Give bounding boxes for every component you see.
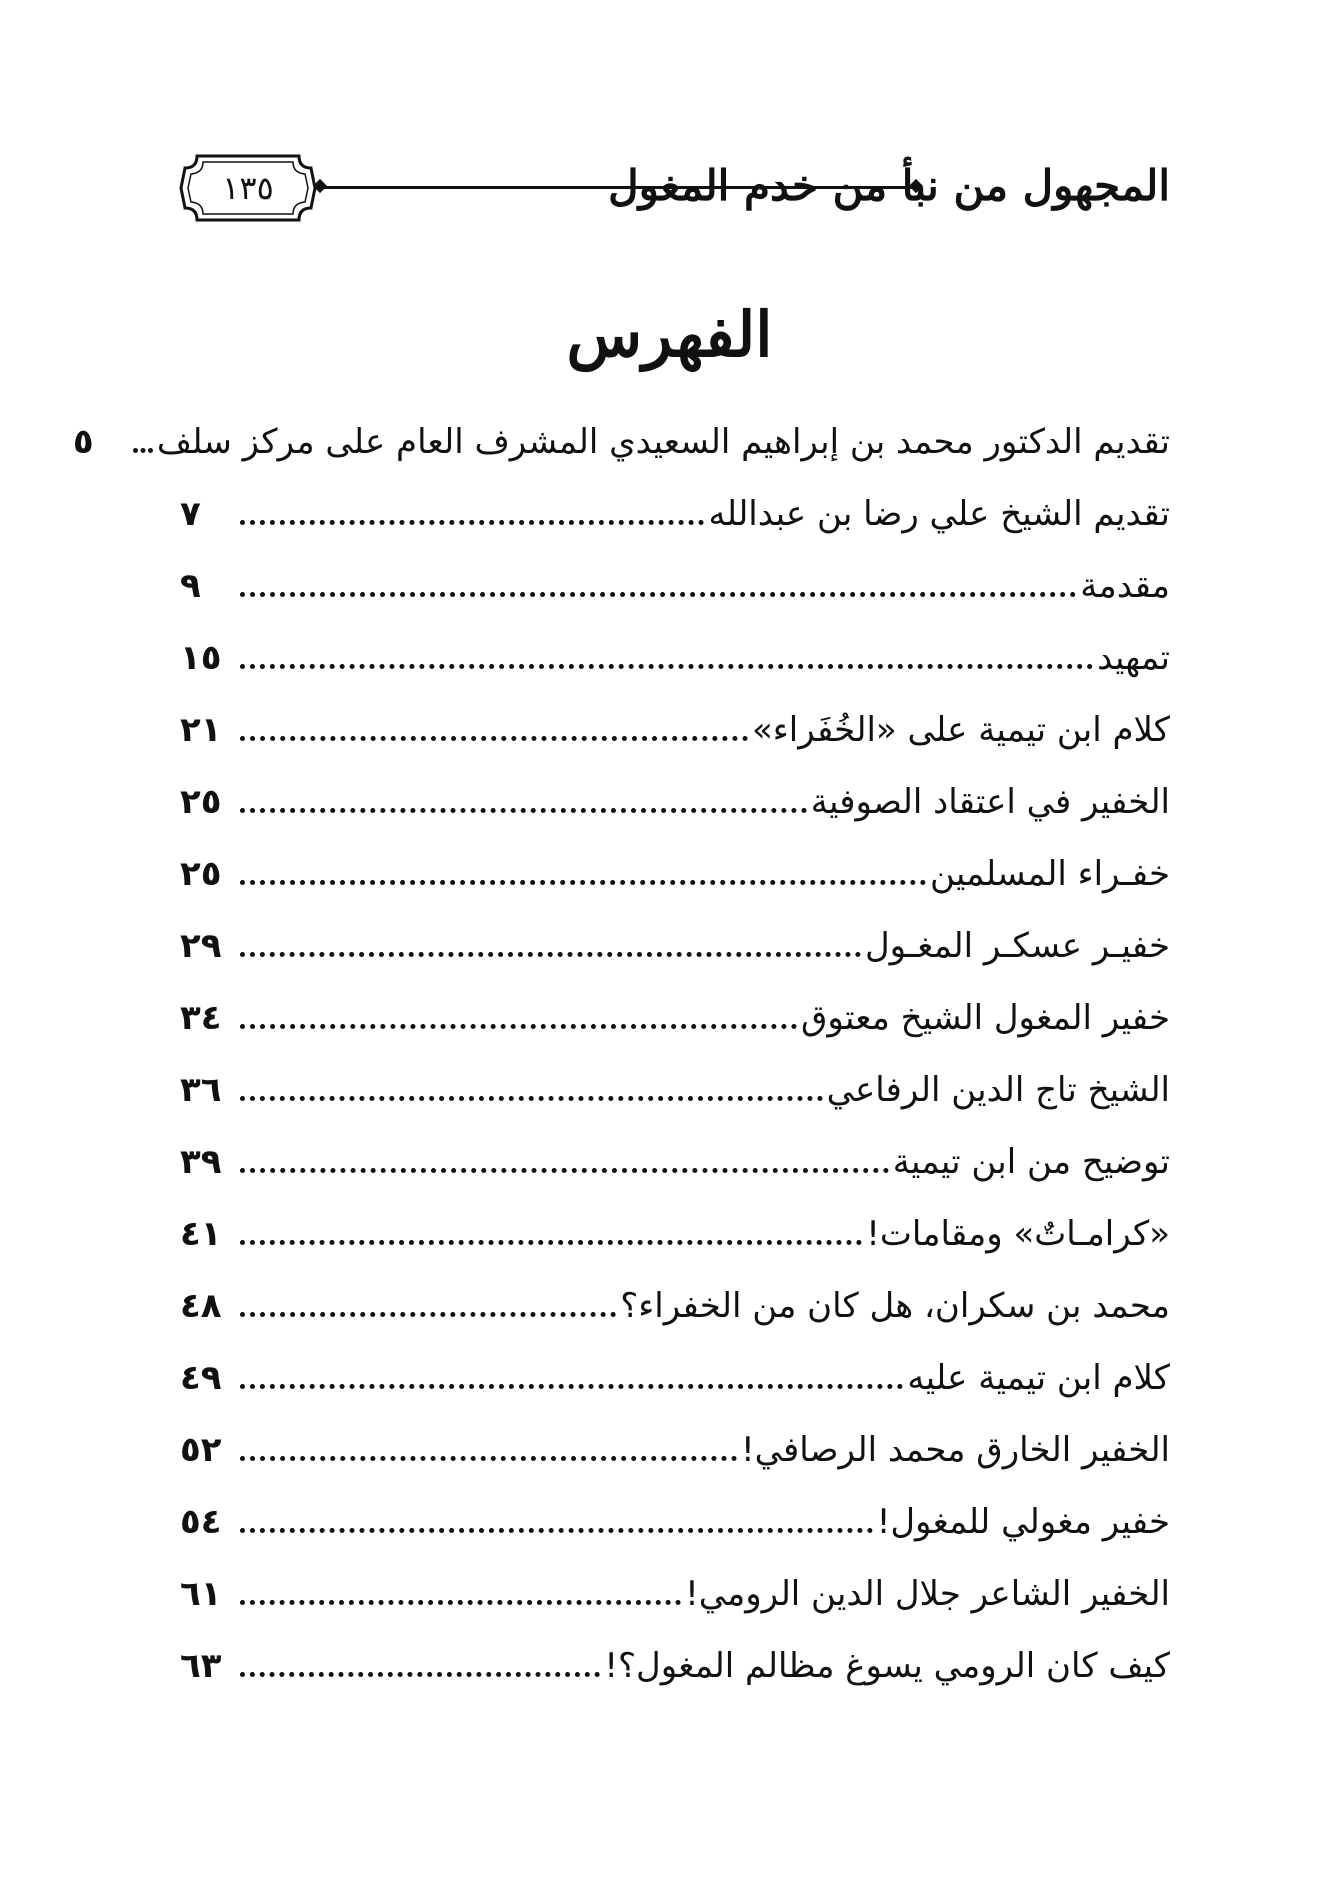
- dot-leader: [240, 1528, 873, 1533]
- book-title: المجهول من نبأ من خدم المغول: [608, 161, 1170, 210]
- toc-entry: [180, 1348, 1170, 1420]
- dot-leader: [240, 736, 748, 741]
- toc-entry-page: ٣٦: [180, 1070, 222, 1110]
- dot-leader: [240, 1312, 616, 1317]
- toc-entry: [180, 1564, 1170, 1636]
- toc-entry-page: ٥٢: [180, 1430, 222, 1470]
- toc-entry-title: مقدمة: [1080, 566, 1170, 606]
- dot-leader: [240, 664, 1093, 669]
- toc-entry: [180, 1060, 1170, 1132]
- dot-leader: [240, 952, 861, 957]
- toc-entry-title: الخفير في اعتقاد الصوفية: [810, 782, 1170, 822]
- toc-entry-title: تمهيد: [1097, 638, 1170, 678]
- toc-entry-page: ٤٩: [180, 1358, 222, 1398]
- toc-entry-title: الخفير الشاعر جلال الدين الرومي!: [685, 1574, 1170, 1614]
- toc-entry-title: كيف كان الرومي يسوغ مظالم المغول؟!: [604, 1646, 1170, 1686]
- toc-entry-page: ٤١: [180, 1214, 222, 1254]
- toc-entry-title: توضيح من ابن تيمية: [892, 1142, 1170, 1182]
- toc-entry-page: ٢١: [180, 710, 222, 750]
- toc-entry-page: ١٥: [180, 638, 222, 678]
- toc-entry: [180, 844, 1170, 916]
- toc-entry-page: ٦٣: [180, 1646, 222, 1686]
- toc-entry: [180, 988, 1170, 1060]
- toc-entry-title: تقديم الشيخ علي رضا بن عبدالله: [708, 494, 1170, 534]
- toc-entry-title: خفـراء المسلمين: [929, 854, 1170, 894]
- toc-entry-title: خفير المغول الشيخ معتوق: [801, 998, 1170, 1038]
- toc-entry: [180, 556, 1170, 628]
- dot-leader: [240, 1384, 903, 1389]
- page-title: الفهرس: [566, 298, 773, 371]
- toc-entry-page: ٥: [72, 422, 94, 462]
- toc-entry-page: ٩: [180, 566, 201, 606]
- dot-leader: [240, 808, 807, 813]
- toc-entry-page: ٤٨: [180, 1286, 222, 1326]
- toc-entry-title: خفير مغولي للمغول!: [876, 1502, 1170, 1542]
- toc-entry: [180, 1420, 1170, 1492]
- toc-entry-title: «كرامـاتٌ» ومقامات!: [866, 1214, 1170, 1254]
- dot-leader: [240, 520, 704, 525]
- toc-entry: [180, 1276, 1170, 1348]
- toc-entry-title: خفيـر عسكـر المغـول: [864, 926, 1170, 966]
- toc-entry-title: الخفير الخارق محمد الرصافي!: [741, 1430, 1170, 1470]
- toc-entry-page: ٦١: [180, 1574, 222, 1614]
- dot-leader: [240, 1168, 889, 1173]
- toc-entry-title: تقديم الدكتور محمد بن إبراهيم السعيدي المشرف العام على مركز سلف: [156, 422, 1170, 462]
- toc-entry-page: ٢٩: [180, 926, 222, 966]
- toc-entry: [180, 700, 1170, 772]
- toc-entry-title: كلام ابن تيمية على «الخُفَراء»: [751, 710, 1170, 750]
- toc-entry-title: الشيخ تاج الدين الرفاعي: [826, 1070, 1170, 1110]
- dot-leader: [240, 1456, 737, 1461]
- dot-leader: [133, 448, 153, 453]
- dot-leader: [240, 592, 1076, 597]
- toc-entry: [180, 628, 1170, 700]
- toc-entry: [72, 412, 1170, 484]
- dot-leader: [240, 1024, 797, 1029]
- toc-entry-page: ٥٤: [180, 1502, 222, 1542]
- running-header: [175, 148, 1170, 228]
- toc-entry: [180, 1492, 1170, 1564]
- dot-leader: [240, 1600, 681, 1605]
- dot-leader: [240, 1240, 862, 1245]
- dot-leader: [240, 1672, 600, 1677]
- toc-entry-page: ٧: [180, 494, 201, 534]
- toc-entry-title: كلام ابن تيمية عليه: [907, 1358, 1170, 1398]
- toc-entry-page: ٣٩: [180, 1142, 222, 1182]
- toc-entry-page: ٢٥: [180, 854, 222, 894]
- toc-entry: [180, 1132, 1170, 1204]
- dot-leader: [240, 1096, 823, 1101]
- toc-entry: [180, 916, 1170, 988]
- table-of-contents: [72, 412, 1170, 1708]
- toc-entry: [180, 1636, 1170, 1708]
- toc-entry: [180, 484, 1170, 556]
- toc-entry-page: ٣٤: [180, 998, 222, 1038]
- page-number-badge: [175, 148, 321, 228]
- page-number: ١٣٥: [222, 169, 274, 207]
- toc-entry-title: محمد بن سكران، هل كان من الخفراء؟: [620, 1286, 1170, 1326]
- toc-entry: [180, 772, 1170, 844]
- toc-entry-page: ٢٥: [180, 782, 222, 822]
- dot-leader: [240, 880, 926, 885]
- toc-entry: [180, 1204, 1170, 1276]
